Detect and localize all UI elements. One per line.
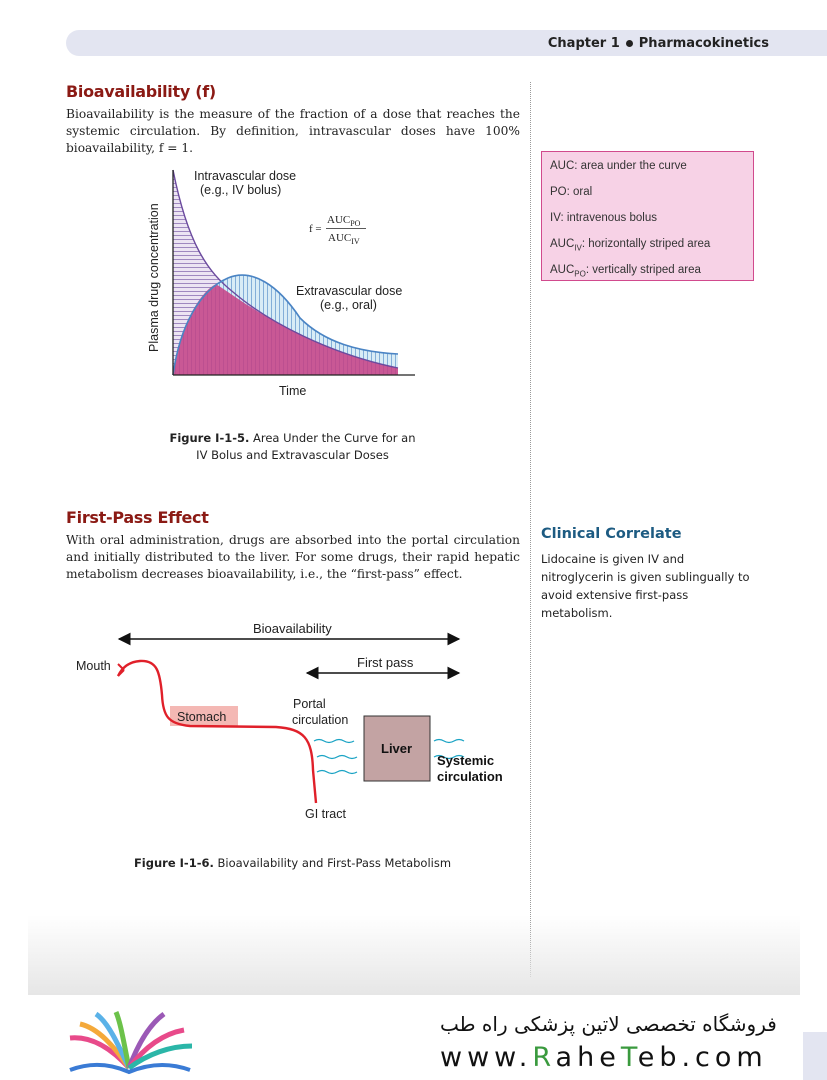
y-axis-label: Plasma drug concentration — [147, 203, 161, 352]
portal-wave-3 — [317, 771, 357, 774]
bioavailability-formula — [309, 214, 366, 246]
bioavailability-paragraph: Bioavailability is the measure of the fraction of a dose that reaches the systemic circulation. By definition, intravascular doses have 100% bioavailability, f = 1. — [66, 107, 520, 155]
column-divider — [530, 82, 531, 977]
abbreviation-box — [541, 151, 754, 281]
bioavailability-label: Bioavailability — [253, 621, 332, 636]
ev-label-2: (e.g., oral) — [320, 298, 377, 312]
systemic-label-2: circulation — [437, 769, 503, 784]
chapter-title: Pharmacokinetics — [638, 36, 769, 51]
formula-f: f = — [309, 223, 322, 235]
first-pass-label: First pass — [357, 655, 414, 670]
book-logo-icon — [66, 1008, 196, 1078]
abbrev-iv: IV: intravenous bolus — [550, 212, 657, 224]
formula-denominator: $AUC_{IV}$ — [328, 232, 360, 246]
figure5-caption — [140, 430, 445, 464]
first-pass-heading: First-Pass Effect — [66, 508, 209, 527]
gi-tract-label: GI tract — [305, 807, 346, 821]
figure5-caption-line2: IV Bolus and Extravascular Doses — [196, 448, 389, 462]
portal-wave-2 — [317, 756, 357, 759]
figure6-caption — [70, 855, 515, 872]
portal-label-1: Portal — [293, 697, 326, 711]
page-edge-tab — [803, 1032, 827, 1080]
iv-label-2: (e.g., IV bolus) — [200, 183, 282, 197]
footer-fade — [28, 915, 800, 995]
iv-label-1: Intravascular dose — [194, 169, 297, 183]
figure5-caption-line1: Area Under the Curve for an — [253, 431, 416, 445]
formula-numerator: $AUC_{PO}$ — [327, 214, 361, 228]
ev-label-1: Extravascular dose — [296, 284, 403, 298]
mouth-label: Mouth — [76, 659, 111, 673]
first-pass-paragraph: With oral administration, drugs are absorbed into the portal circulation and initially distributed to the liver. For some drugs, their rapid hepatic metabolism decreases bioavailability, i.e., the “first-pass” effect. — [66, 533, 520, 581]
figure6-caption-text: Bioavailability and First-Pass Metabolism — [217, 856, 452, 870]
abbrev-auc-iv: $AUC_{IV}$: horizontally striped area — [550, 238, 711, 253]
store-name-persian: فروشگاه تخصصی لاتین پزشکی راه طب — [440, 1012, 777, 1036]
running-header — [548, 36, 769, 51]
website-url: www.RaheTeb.com — [440, 1042, 768, 1073]
chapter-label: Chapter 1 — [547, 36, 620, 51]
figure6-caption-number: Figure I-1-6. — [133, 856, 214, 870]
portal-wave-1 — [314, 740, 354, 743]
abbrev-auc-po: $AUC_{PO}$: vertically striped area — [550, 264, 701, 279]
clinical-correlate-heading: Clinical Correlate — [541, 526, 682, 542]
figure5-caption-number: Figure I-1-5. — [169, 431, 250, 445]
systemic-wave-1 — [434, 740, 464, 743]
bioavailability-heading: Bioavailability (f) — [66, 82, 216, 101]
gi-tract-path — [118, 661, 316, 803]
abbrev-po: PO: oral — [550, 186, 593, 198]
first-pass-figure — [70, 615, 520, 830]
auc-figure — [140, 160, 430, 410]
clinical-correlate-text: Lidocaine is given IV and nitroglycerin is given sublingually to avoid extensive first-pass metabolism. — [541, 552, 750, 620]
bullet-icon — [626, 40, 633, 47]
abbrev-auc: AUC: area under the curve — [550, 160, 687, 172]
x-axis-label: Time — [279, 384, 307, 398]
liver-label: Liver — [381, 741, 413, 756]
stomach-label: Stomach — [177, 710, 227, 724]
systemic-label-1: Systemic — [437, 753, 495, 768]
portal-label-2: circulation — [292, 713, 349, 727]
